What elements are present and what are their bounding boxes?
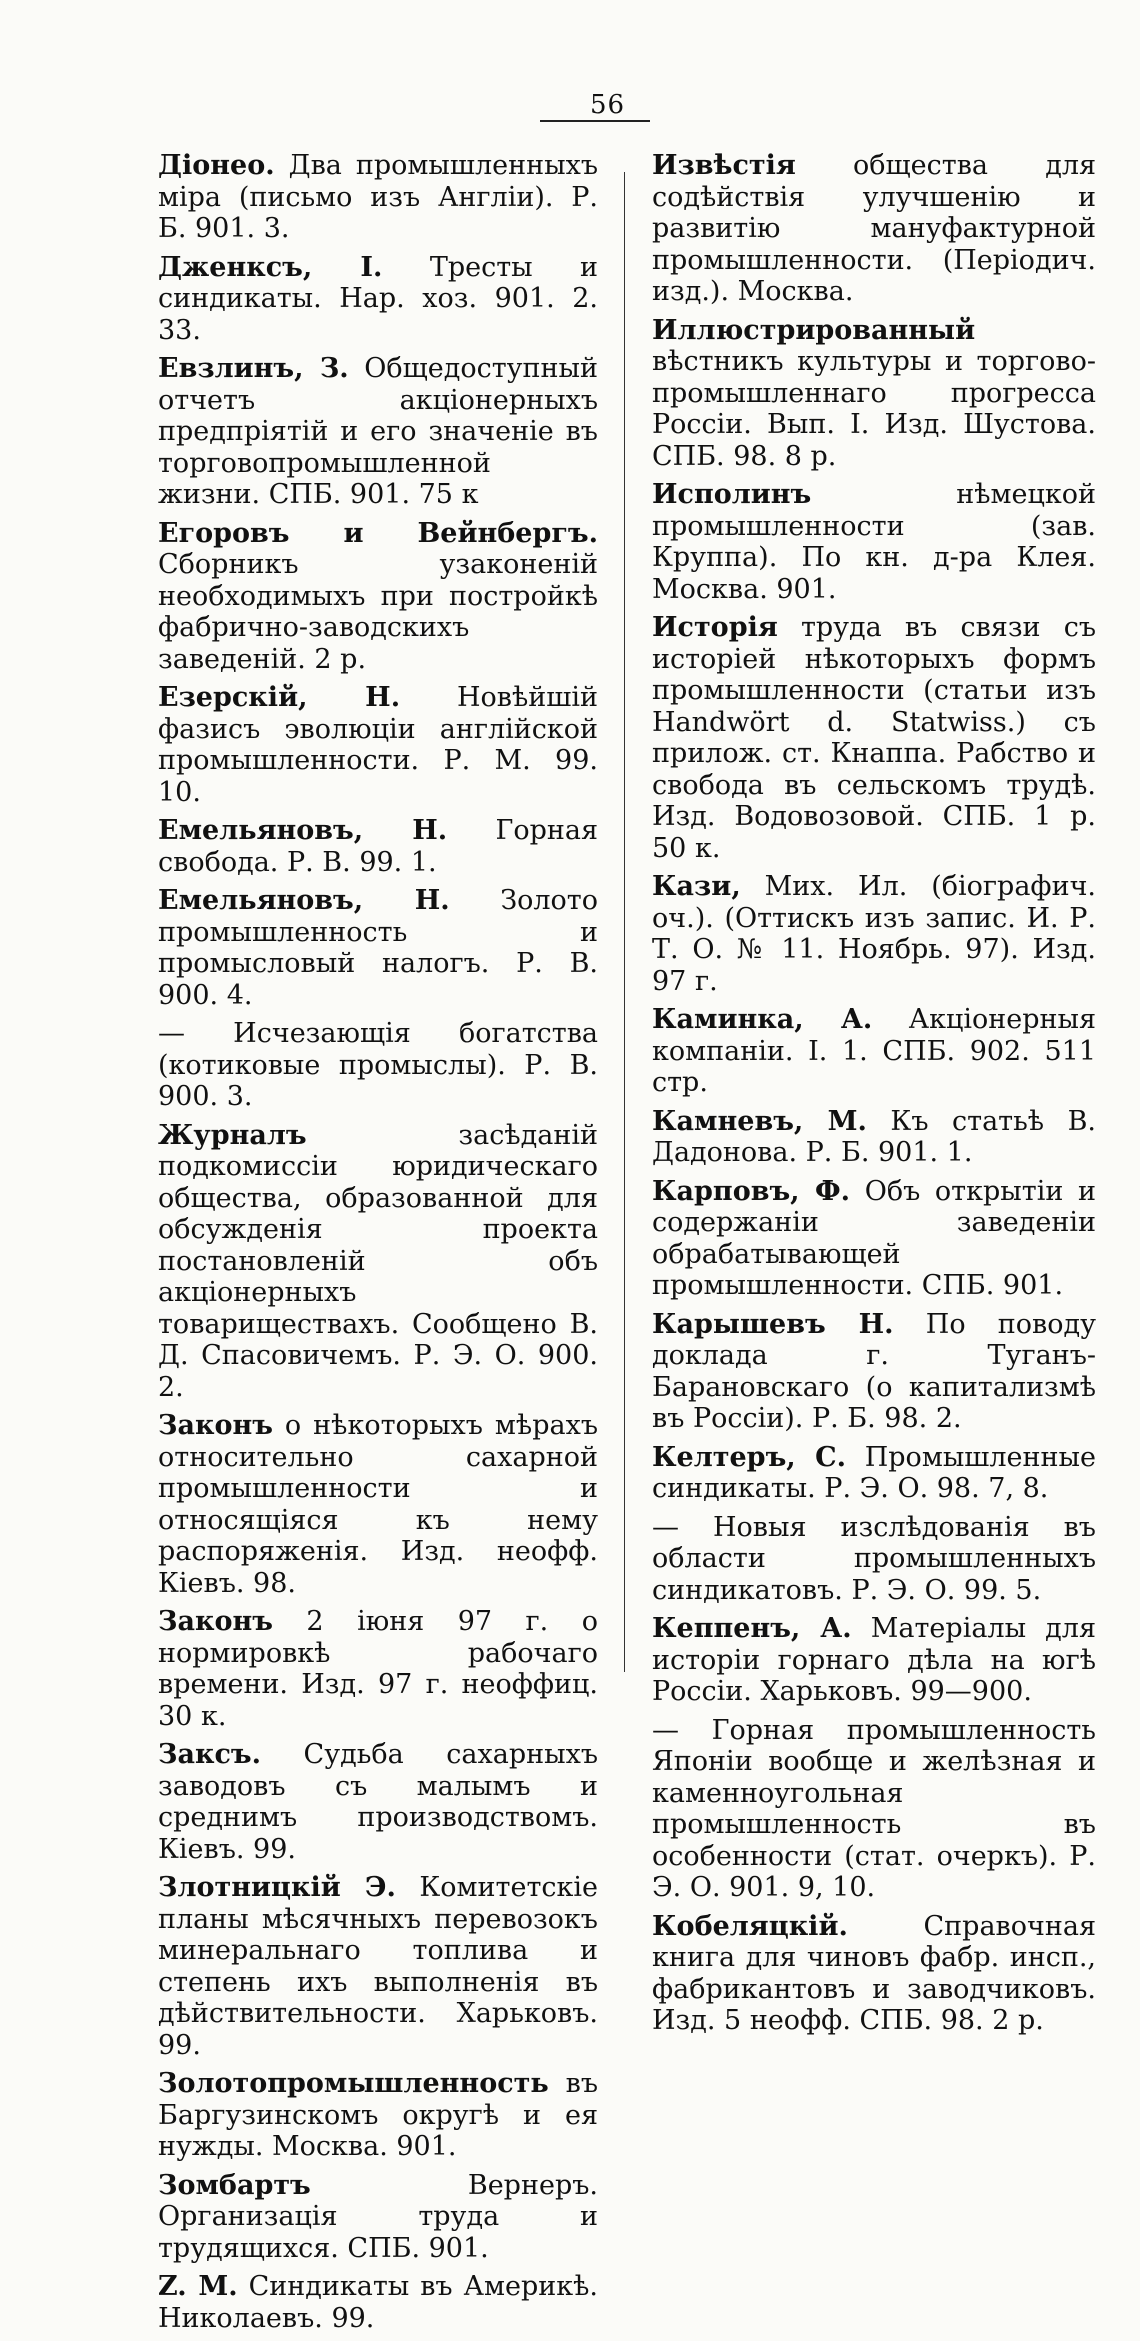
entry-text: Сборникъ узаконеній необходимыхъ при постройкѣ фабрично-заводскихъ заведеній. 2 р. xyxy=(158,549,598,675)
entry-text: — Горная промышленность Японіи вообще и желѣзная и каменноугольная промышленность въ особенности (стат. очеркъ). Р. Э. О. 901. 9, 10. xyxy=(652,1714,1096,1903)
entry-text: Синдикаты въ Америкѣ. Николаевъ. 99. xyxy=(158,2271,598,2334)
bibliography-entry xyxy=(652,1911,1096,2037)
entry-text: Новѣйшій фазисъ эволюціи англійской промышленности. Р. М. 99. 10. xyxy=(158,682,598,808)
entry-text: общества для содѣйствія улучшенію и развитію мануфактурной промышленности. (Періодич. изд.). Москва. xyxy=(652,150,1096,307)
header-rule xyxy=(540,120,650,122)
right-column xyxy=(652,150,1096,2044)
entry-heading: Z. M. xyxy=(158,2271,238,2302)
bibliography-entry xyxy=(652,1512,1096,1607)
bibliography-entry xyxy=(652,871,1096,997)
entry-heading: Злотницкій Э. xyxy=(158,1872,396,1903)
entry-heading: Карышевъ Н. xyxy=(652,1308,894,1340)
entry-text: 2 іюня 97 г. о нормировкѣ рабочаго времени. Изд. 97 г. неоффиц. 30 к. xyxy=(158,1606,598,1732)
entry-text: о нѣкоторыхъ мѣрахъ относительно сахарной промышленности и относящіяся къ нему распоряженія. Изд. неофф. Кіевъ. 98. xyxy=(158,1410,598,1599)
entry-text: вѣстникъ культуры и торгово-промышленнаго прогресса Россіи. Вып. I. Изд. Шустова. СПБ. 98. 8 р. xyxy=(652,346,1096,472)
entry-heading: Кази, xyxy=(652,871,741,902)
entry-text: Матеріалы для исторіи горнаго дѣла на югѣ Россіи. Харьковъ. 99—900. xyxy=(652,1613,1096,1707)
entry-text: Акціонерныя компаніи. I. 1. СПБ. 902. 511 стр. xyxy=(652,1004,1097,1098)
entry-heading: Езерскій, Н. xyxy=(158,682,401,713)
bibliography-entry xyxy=(158,1410,598,1599)
bibliography-entry xyxy=(652,612,1096,864)
entry-text: Два промышленныхъ міра (письмо изъ Англіи). Р. Б. 901. 3. xyxy=(158,150,598,244)
entry-heading: Келтеръ, С. xyxy=(652,1441,847,1473)
entry-text: Горная свобода. Р. В. 99. 1. xyxy=(158,815,598,878)
bibliography-entry xyxy=(652,1004,1096,1099)
bibliography-entry xyxy=(158,1018,598,1113)
entry-heading: Дженксъ, І. xyxy=(158,251,383,283)
entry-text: Объ открытіи и содержаніи заведеніи обрабатывающей промышленности. СПБ. 901. xyxy=(652,1175,1096,1301)
bibliography-entry xyxy=(652,315,1096,473)
entry-text: въ Баргузинскомъ округѣ и ея нужды. Москва. 901. xyxy=(158,2068,598,2162)
bibliography-entry xyxy=(158,1739,598,1865)
entry-heading: Исполинъ xyxy=(652,479,812,510)
entry-text: — Новыя изслѣдованія въ области промышленныхъ синдикатовъ. Р. Э. О. 99. 5. xyxy=(652,1511,1096,1606)
entry-text: нѣмецкой промышленности (зав. Круппа). По кн. д-ра Клея. Москва. 901. xyxy=(652,479,1096,605)
entry-text: Судьба сахарныхъ заводовъ съ малымъ и среднимъ производствомъ. Кіевъ. 99. xyxy=(158,1739,598,1865)
entry-heading: Зомбартъ xyxy=(158,2169,311,2201)
bibliography-entry xyxy=(158,353,598,511)
bibliography-entry xyxy=(158,2170,598,2265)
entry-text: Тресты и синдикаты. Нар. хоз. 901. 2. 33. xyxy=(158,251,598,346)
entry-heading: Емельяновъ, Н. xyxy=(158,815,448,846)
bibliography-entry xyxy=(652,479,1096,605)
entry-text: засѣданій подкомиссіи юридическаго общества, образованной для обсужденія проекта постановленій объ акціонерныхъ товариществахъ. Сообщено В. Д. Спасовичемъ. Р. Э. О. 900. 2. xyxy=(158,1119,598,1403)
bibliography-entry xyxy=(158,252,598,347)
bibliography-entry xyxy=(158,2271,598,2334)
bibliography-entry xyxy=(158,1120,598,1404)
bibliography-entry xyxy=(158,1606,598,1732)
bibliography-entry xyxy=(158,518,598,676)
entry-heading: Иллюстрированный xyxy=(652,314,976,346)
page-number: 56 xyxy=(590,90,626,120)
entry-text: Мих. Ил. (біографич. оч.). (Оттискъ изъ запис. И. Р. Т. О. № 11. Ноябрь. 97). Изд. 97 г. xyxy=(652,871,1096,997)
entry-heading: Законъ xyxy=(158,1410,273,1441)
entry-text: Общедоступный отчетъ акціонерныхъ предпріятій и его значеніе въ торговопромышленной жизни. СПБ. 901. 75 к xyxy=(158,353,599,510)
bibliography-entry xyxy=(158,1872,598,2061)
entry-heading: Діонео. xyxy=(158,150,275,181)
entry-heading: Егоровъ и Вейнбергъ. xyxy=(158,517,598,549)
entry-text: Промышленные синдикаты. Р. Э. О. 98. 7, 8. xyxy=(652,1441,1096,1504)
entry-heading: Законъ xyxy=(158,1606,273,1637)
bibliography-entry xyxy=(652,1613,1096,1708)
entry-heading: Кобеляцкій. xyxy=(652,1910,848,1942)
bibliography-entry xyxy=(158,150,598,245)
entry-heading: Заксъ. xyxy=(158,1739,262,1770)
bibliography-entry xyxy=(652,1442,1096,1505)
bibliography-entry xyxy=(652,1176,1096,1302)
entry-text: Справочная книга для чиновъ фабр. инсп., фабрикантовъ и заводчиковъ. Изд. 5 неофф. СПБ. 98. 2 р. xyxy=(652,1910,1096,2036)
entry-heading: Камневъ, М. xyxy=(652,1105,867,1137)
bibliography-entry xyxy=(652,1106,1096,1169)
entry-heading: Емельяновъ, Н. xyxy=(158,885,450,916)
entry-heading: Кеппенъ, А. xyxy=(652,1613,852,1644)
entry-text: По поводу доклада г. Туганъ-Барановскаго (о капитализмѣ въ Россіи). Р. Б. 98. 2. xyxy=(652,1308,1096,1434)
entry-heading: Журналъ xyxy=(158,1119,307,1151)
entry-text: Комитетскіе планы мѣсячныхъ перевозокъ минеральнаго топлива и степень ихъ выполненія въ дѣйствительности. Харьковъ. 99. xyxy=(158,1872,598,2061)
entry-text: — Исчезающія богатства (котиковые промыслы). Р. В. 900. 3. xyxy=(158,1018,598,1112)
bibliography-entry xyxy=(652,150,1096,308)
entry-text: Золото промышленность и промысловый налогъ. Р. В. 900. 4. xyxy=(158,885,598,1011)
bibliography-entry xyxy=(158,815,598,878)
entry-heading: Каминка, А. xyxy=(652,1004,873,1035)
entry-heading: Извѣстія xyxy=(652,150,796,181)
entry-heading: Золотопромышленность xyxy=(158,2068,549,2099)
entry-text: труда въ связи съ исторіей нѣкоторыхъ формъ промышленности (статьи изъ Handwört d. Statwiss.) съ прилож. ст. Кнаппа. Рабство и свобода въ сельскомъ трудѣ. Изд. Водовозовой. СПБ. 1 р. 50 к. xyxy=(652,612,1096,864)
entry-heading: Карповъ, Ф. xyxy=(652,1175,851,1207)
entry-heading: Евзлинъ, З. xyxy=(158,353,349,384)
bibliography-entry xyxy=(158,2068,598,2163)
entry-text: Вернеръ. Организація труда и трудящихся. СПБ. 901. xyxy=(158,2169,598,2264)
left-column xyxy=(158,150,598,2341)
bibliography-entry xyxy=(652,1715,1096,1904)
bibliography-entry xyxy=(158,885,598,1011)
entry-heading: Исторія xyxy=(652,612,778,643)
column-divider xyxy=(624,172,625,1672)
bibliography-entry xyxy=(158,682,598,808)
entry-text: Къ статьѣ В. Дадонова. Р. Б. 901. 1. xyxy=(652,1105,1096,1168)
bibliography-entry xyxy=(652,1309,1096,1435)
